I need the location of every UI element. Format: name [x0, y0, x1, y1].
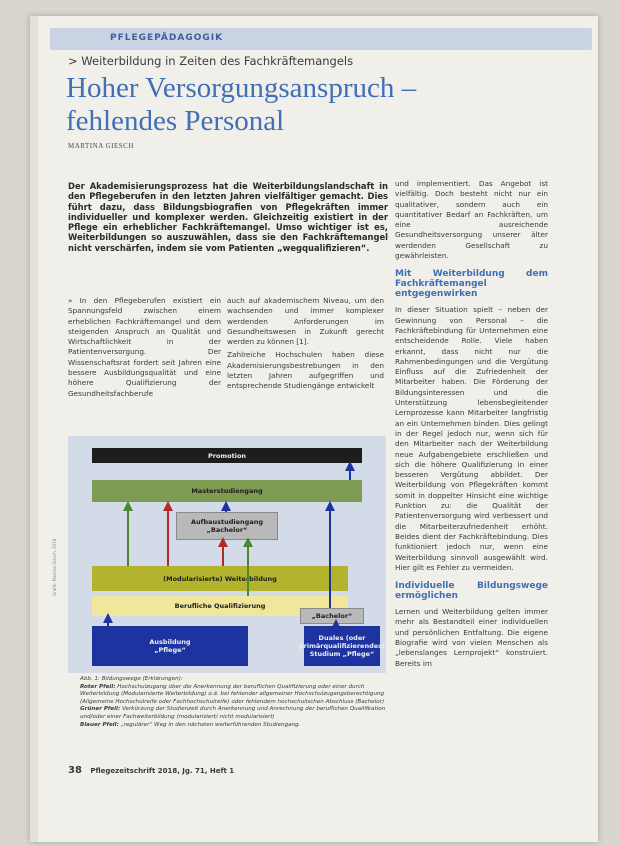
dual-line-3: Studium „Pflege“ — [309, 650, 375, 658]
caption-red-label: Roter Pfeil: — [80, 683, 116, 690]
page-gutter — [30, 16, 38, 842]
green-arrows — [128, 506, 248, 596]
subheading-fachkraeftemangel: Mit Weiterbildung dem Fachkräftemangel entgegenwirken — [395, 269, 548, 300]
caption-blue — [80, 722, 404, 730]
caption-red — [80, 684, 404, 707]
figure-credit: Grafik: Martina Giesch, 2018 — [52, 538, 57, 596]
caption-blue-label: Blauer Pfeil: — [80, 721, 119, 728]
text-column-1 — [68, 296, 221, 402]
article-title — [66, 72, 546, 138]
figure-caption — [80, 676, 404, 729]
box-berufliche-qualifizierung: Berufliche Qualifizierung — [92, 596, 348, 616]
red-arrows — [168, 506, 223, 566]
ausb-line-2: „Pflege“ — [154, 646, 186, 654]
caption-green-label: Grüner Pfeil: — [80, 706, 121, 713]
caption-green — [80, 706, 404, 721]
box-bachelor: „Bachelor“ — [300, 608, 364, 624]
text-column-2 — [227, 296, 384, 395]
caption-green-text: Verkürzung der Studienzeit durch Anerkennung und Anrechnung der beruflichen Qualifikation und/oder einer Fachweiterbildung (modularisiert/ nicht modularisiert) — [80, 706, 386, 720]
column-3-paragraph-1: und implementiert. Das Angebot ist vielfältig. Doch besteht nicht nur ein qualitativer, sondern auch ein quantitativer Bedarf an Fachkräften, um eine ausreichende Gesundheitsversorgung unserer älter werdenden Gesellschaft zu gewährleisten. — [395, 179, 548, 261]
subheading-bildungswege: Individuelle Bildungswege ermöglichen — [395, 581, 548, 602]
aufbau-line-1: Aufbaustudiengang — [191, 518, 263, 526]
diagram-arrows — [68, 436, 386, 673]
caption-red-text: Hochschulzugang über die Anerkennung der beruflichen Qualifizierung oder einer durch Weiterbildung (Modularisierte Weiterbildung) o.ä. bei fehlender allgemeiner Hochschulzugangsberechtigung (Allgemeine Hochschulreife oder Fachhochschulreife) oder fehlendem hochschulischen Abschluss (Bachelor) — [80, 683, 385, 705]
title-line-2: fehlendes Personal — [66, 105, 285, 137]
column-2-paragraph-1: auch auf akademischem Niveau, um den wachsenden und immer komplexer werdenden Anforderungen im Gesundheitswesen in Zukunft gerecht werden zu können [1]. — [227, 296, 384, 347]
education-path-diagram — [68, 436, 386, 673]
box-promotion: Promotion — [92, 448, 362, 463]
column-3-paragraph-2: In dieser Situation spielt – neben der Gewinnung von Personal – die Fachkräftebindung für Unternehmen eine entscheidende Rolle. Viele haben erkannt, dass nicht nur die Rahmenbedingungen und die Vergütung Einfluss auf die Zufriedenheit der Mitarbeiter haben. Die Förderung der Bildungsinteressen und die Unterstützung lebensbegleitender Lernprozesse kann Mitarbeiter langfristig an ein Unternehmen binden. Dies gelingt in der Regel jedoch nur, wenn sich für den Mitarbeiter nach der Weiterbildung neue Aufgabengebiete erschließen und sich die höhere Qualifizierung in einer besseren Vergütung abbildet. Der Weiterbildung von Pflegekräften kommt somit in doppelter Hinsicht eine wichtige Funktion zu: die Qualität der Patientenversorgung wird verbessert und die Mitarbeiterzufriedenheit erhöht. Beides dient der Fachkräftebindung. Dies funktioniert jedoch nur, wenn eine Weiterbildung sinnvoll ausgewählt wird. Hier gilt es Fehler zu vermeiden. — [395, 305, 548, 572]
column-2-paragraph-2: Zahlreiche Hochschulen haben diese Akademisierungsbestrebungen in den letzten Jahren aufgegriffen und entsprechende Studiengänge entwickelt — [227, 350, 384, 391]
column-3-paragraph-3: Lernen und Weiterbildung gelten immer mehr als Bestandteil einer individuellen und persönlichen Entfaltung. Die eigene Biografie wird von vielen Menschen als „lebenslanges Lernprojekt“ konstruiert. Bereits im — [395, 607, 548, 668]
article-kicker: > Weiterbildung in Zeiten des Fachkräftemangels — [68, 54, 354, 68]
page-number: 38 — [68, 765, 82, 776]
box-weiterbildung: (Modularisierte) Weiterbildung — [92, 566, 348, 591]
article-author: MARTINA GIESCH — [68, 142, 134, 150]
dual-line-1: Duales (oder — [318, 634, 366, 642]
title-line-1: Hoher Versorgungsanspruch – — [66, 72, 417, 104]
column-1-paragraph: » In den Pflegeberufen existiert ein Spannungsfeld zwischen einem erheblichen Fachkräftemangel und dem steigenden Anspruch an Qualität und Wirtschaftlichkeit in der Patientenversorgung. Der Wissenschaftsrat fordert seit Jahren eine bessere Ausbildungsqualität und eine höhere Qualifizierung der Gesundheitsfachberufe — [68, 296, 221, 398]
blue-arrows — [108, 466, 350, 626]
ausb-line-1: Ausbildung — [149, 638, 191, 646]
aufbau-line-2: „Bachelor“ — [206, 526, 248, 534]
journal-citation: Pflegezeitschrift 2018, Jg. 71, Heft 1 — [90, 767, 235, 775]
box-masterstudiengang: Masterstudiengang — [92, 480, 362, 502]
article-intro: Der Akademisierungsprozess hat die Weiterbildungslandschaft in den Pflegeberufen in den letzten Jahren vielfältiger gemacht. Dies führt dazu, dass Bildungsbiografien von Pflegekräften immer individueller und komplexer werden. Gleichzeitig existiert in der Pflege ein erheblicher Fachkräftemangel. Umso wichtiger ist es, Weiterbildungen so auszuwählen, dass sie den Fachkräftemangel nicht verschärfen, indem sie vom Patienten „wegqualifizieren“. — [68, 181, 388, 253]
page-footer — [68, 765, 234, 776]
caption-blue-text: „regulärer“ Weg in den nächsten weiterführenden Studiengang. — [120, 721, 301, 728]
text-column-3 — [395, 179, 548, 672]
section-header-bar — [50, 28, 592, 50]
caption-title: Abb. 1: Bildungswege (Erklärungen): — [80, 676, 183, 682]
section-label: PFLEGEPÄDAGOGIK — [110, 33, 224, 43]
dual-line-2: primärqualifizierendes) — [299, 642, 385, 650]
